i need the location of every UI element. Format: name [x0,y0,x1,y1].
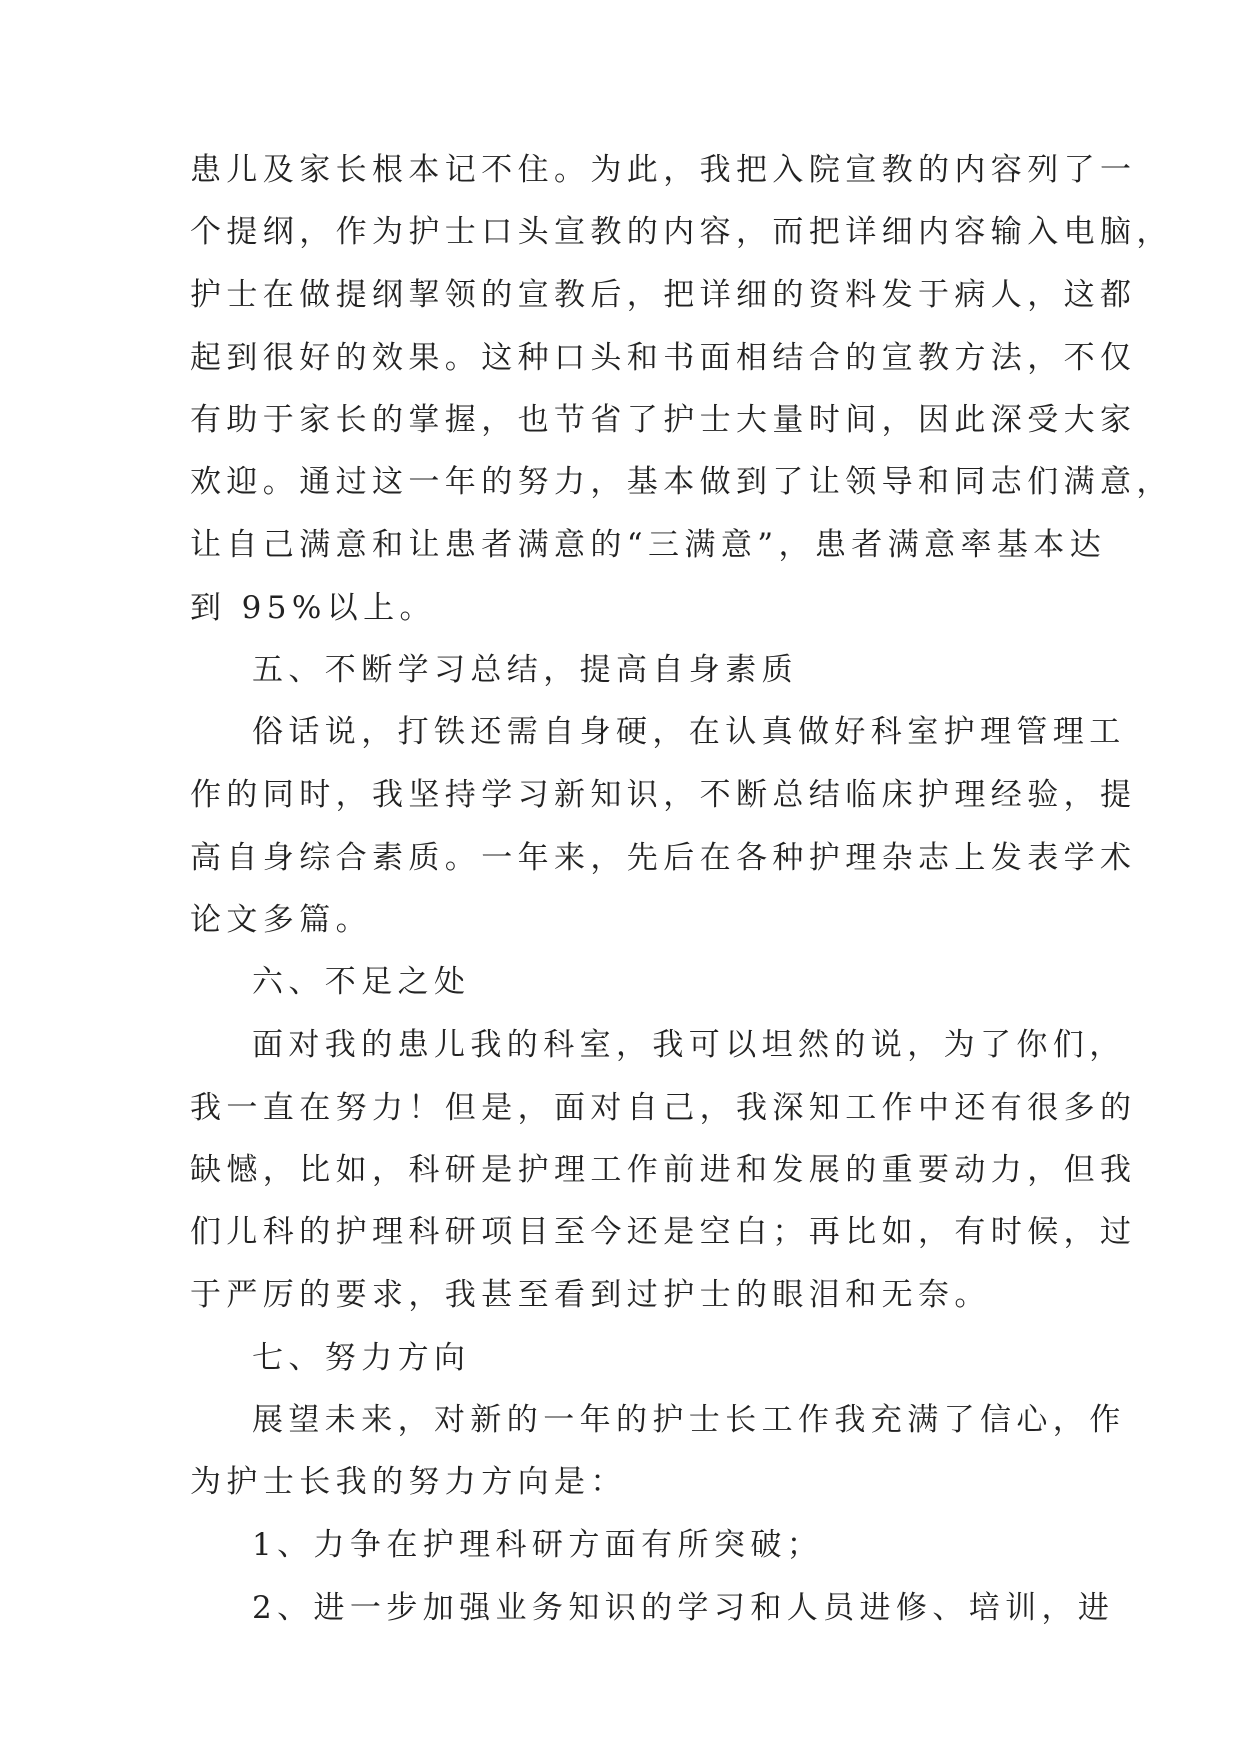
text-line: 到 95%以上。 [190,590,436,626]
text-line: 让自己满意和让患者满意的“三满意”，患者满意率基本达 [190,527,1107,563]
section-heading: 七、努力方向 [252,1340,471,1376]
text-line: 为护士长我的努力方向是： [190,1464,627,1500]
text-line: 作的同时，我坚持学习新知识，不断总结临床护理经验，提 [190,777,1137,813]
text-line: 们儿科的护理科研项目至今还是空白；再比如，有时候，过 [190,1214,1137,1250]
text-line: 护士在做提纲挈领的宣教后，把详细的资料发于病人，这都 [190,277,1137,313]
text-line: 有助于家长的掌握，也节省了护士大量时间，因此深受大家 [190,402,1137,438]
text-line: 高自身综合素质。一年来，先后在各种护理杂志上发表学术 [190,840,1137,876]
list-item: 1、力争在护理科研方面有所突破； [252,1527,824,1563]
list-item: 2、进一步加强业务知识的学习和人员进修、培训，进 [252,1590,1115,1626]
text-line: 于严厉的要求，我甚至看到过护士的眼泪和无奈。 [190,1277,991,1313]
text-line: 论文多篇。 [190,902,372,938]
text-line: 起到很好的效果。这种口头和书面相结合的宣教方法，不仅 [190,340,1137,376]
text-line: 面对我的患儿我的科室，我可以坦然的说，为了你们， [252,1027,1126,1063]
section-heading: 五、不断学习总结，提高自身素质 [252,652,798,688]
text-line: 个提纲，作为护士口头宣教的内容，而把详细内容输入电脑， [190,214,1173,250]
text-line: 我一直在努力！但是，面对自己，我深知工作中还有很多的 [190,1090,1137,1126]
text-line: 患儿及家长根本记不住。为此，我把入院宣教的内容列了一 [190,152,1137,188]
text-line: 展望未来，对新的一年的护士长工作我充满了信心，作 [252,1402,1126,1438]
section-heading: 六、不足之处 [252,964,471,1000]
text-line: 欢迎。通过这一年的努力，基本做到了让领导和同志们满意， [190,464,1173,500]
text-line: 俗话说，打铁还需自身硬，在认真做好科室护理管理工 [252,714,1126,750]
text-line: 缺憾，比如，科研是护理工作前进和发展的重要动力，但我 [190,1152,1137,1188]
